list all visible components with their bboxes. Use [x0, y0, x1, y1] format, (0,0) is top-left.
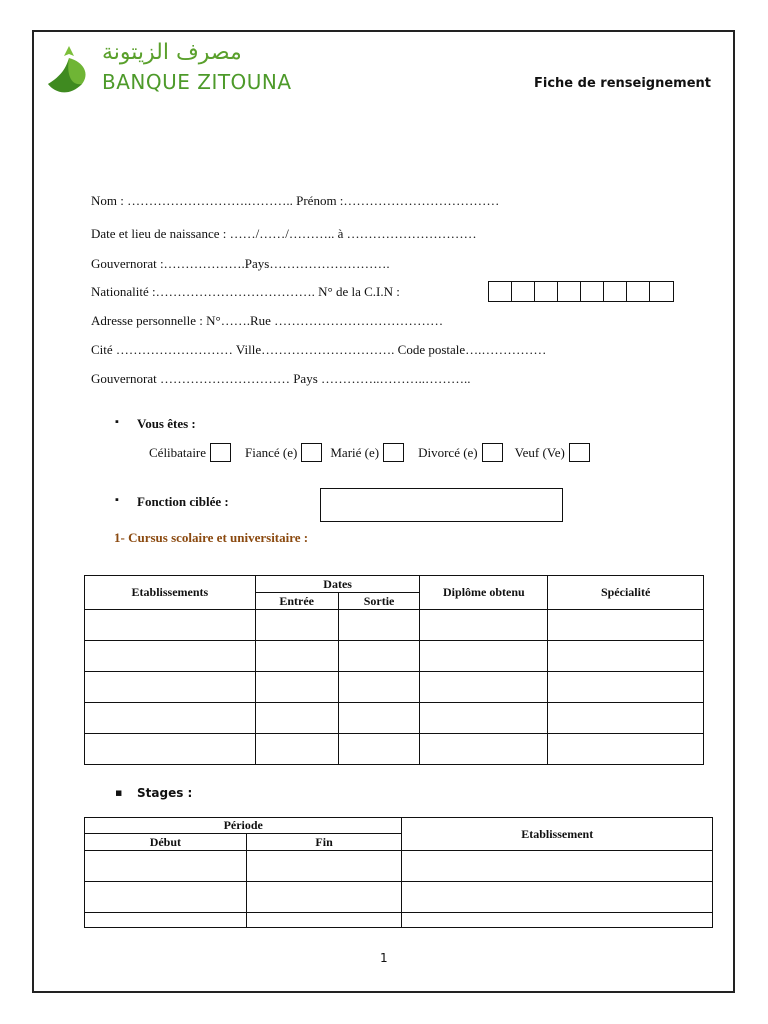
table-cell[interactable]	[420, 703, 548, 734]
nom-prenom-line[interactable]: Nom : ……………………….……….. Prénom :………………………………	[91, 193, 500, 208]
table-cell[interactable]	[548, 703, 704, 734]
table-cell[interactable]	[85, 610, 256, 641]
table-cell[interactable]	[548, 610, 704, 641]
table-cell[interactable]	[246, 851, 402, 882]
marital-status-heading: ▪ Vous êtes :	[137, 416, 196, 432]
cin-input-boxes[interactable]	[488, 281, 674, 302]
cin-digit-box[interactable]	[604, 282, 627, 301]
table-cell[interactable]	[338, 610, 420, 641]
table-cell[interactable]	[402, 913, 713, 928]
marital-status-options	[149, 443, 598, 462]
cursus-heading: 1- Cursus scolaire et universitaire :	[114, 530, 309, 545]
col-fin: Fin	[246, 834, 402, 851]
table-cell[interactable]	[420, 672, 548, 703]
col-dates: Dates	[255, 576, 420, 593]
checkbox[interactable]	[301, 443, 322, 462]
table-cell[interactable]	[402, 882, 713, 913]
page-number: 1	[380, 951, 388, 965]
table-cell[interactable]	[85, 913, 247, 928]
col-debut: Début	[85, 834, 247, 851]
table-cell[interactable]	[85, 672, 256, 703]
adresse-line[interactable]: Adresse personnelle : N°…….Rue …………………………………	[91, 313, 444, 328]
cin-digit-box[interactable]	[650, 282, 673, 301]
table-row	[85, 882, 713, 913]
table-cell[interactable]	[402, 851, 713, 882]
table-cell[interactable]	[85, 703, 256, 734]
table-cell[interactable]	[548, 672, 704, 703]
option-veuf[interactable]: Veuf (Ve)	[515, 443, 590, 462]
gouvernorat-pays-line-2[interactable]: Gouvernorat ………………………… Pays …………..………..………..	[91, 371, 471, 386]
col-etablissements: Etablissements	[85, 576, 256, 610]
checkbox[interactable]	[569, 443, 590, 462]
gouvernorat-pays-line[interactable]: Gouvernorat :……………….Pays……………………….	[91, 256, 390, 271]
leaf-logo-icon	[44, 44, 94, 100]
cin-digit-box[interactable]	[558, 282, 581, 301]
table-row	[85, 851, 713, 882]
cite-ville-code-line[interactable]: Cité ……………………… Ville…………………………. Code postale….……………	[91, 342, 547, 357]
table-cell[interactable]	[420, 641, 548, 672]
table-cell[interactable]	[85, 882, 247, 913]
cin-digit-box[interactable]	[627, 282, 650, 301]
fonction-input[interactable]	[320, 488, 563, 522]
table-cell[interactable]	[255, 610, 338, 641]
col-entree: Entrée	[255, 593, 338, 610]
option-celibataire[interactable]: Célibataire	[149, 443, 231, 462]
table-cell[interactable]	[246, 913, 402, 928]
stages-table	[84, 817, 713, 928]
table-cell[interactable]	[338, 672, 420, 703]
table-cell[interactable]	[420, 610, 548, 641]
cursus-table	[84, 575, 704, 765]
logo-name-text: BANQUE ZITOUNA	[102, 70, 292, 94]
option-fiance[interactable]: Fiancé (e)	[245, 443, 322, 462]
table-cell[interactable]	[85, 851, 247, 882]
col-sortie: Sortie	[338, 593, 420, 610]
checkbox[interactable]	[482, 443, 503, 462]
table-cell[interactable]	[255, 703, 338, 734]
cin-digit-box[interactable]	[489, 282, 512, 301]
table-row	[85, 641, 704, 672]
table-cell[interactable]	[548, 734, 704, 765]
checkbox[interactable]	[210, 443, 231, 462]
checkbox[interactable]	[383, 443, 404, 462]
col-etablissement: Etablissement	[402, 818, 713, 851]
cin-digit-box[interactable]	[512, 282, 535, 301]
table-cell[interactable]	[85, 734, 256, 765]
nationalite-cin-line: Nationalité :………………………………. N° de la C.I.N :	[91, 284, 400, 299]
table-cell[interactable]	[85, 641, 256, 672]
cin-digit-box[interactable]	[535, 282, 558, 301]
table-cell[interactable]	[548, 641, 704, 672]
col-specialite: Spécialité	[548, 576, 704, 610]
table-cell[interactable]	[246, 882, 402, 913]
table-cell[interactable]	[255, 734, 338, 765]
document-title: Fiche de renseignement	[534, 76, 711, 91]
table-cell[interactable]	[255, 672, 338, 703]
col-periode: Période	[85, 818, 402, 834]
cin-digit-box[interactable]	[581, 282, 604, 301]
stages-heading: ▪ Stages :	[137, 786, 192, 800]
fonction-label: ▪ Fonction ciblée :	[137, 494, 229, 510]
option-divorce[interactable]: Divorcé (e)	[418, 443, 503, 462]
table-cell[interactable]	[338, 641, 420, 672]
option-marie[interactable]: Marié (e)	[330, 443, 404, 462]
table-cell[interactable]	[420, 734, 548, 765]
table-cell[interactable]	[255, 641, 338, 672]
table-row	[85, 610, 704, 641]
table-row	[85, 913, 713, 928]
table-cell[interactable]	[338, 734, 420, 765]
table-cell[interactable]	[338, 703, 420, 734]
bank-logo	[44, 40, 314, 100]
birth-date-place-line[interactable]: Date et lieu de naissance : ……/……/……….. à …………………………	[91, 226, 477, 241]
col-diplome: Diplôme obtenu	[420, 576, 548, 610]
table-row	[85, 703, 704, 734]
logo-arabic-text: مصرف الزيتونة	[102, 40, 242, 65]
table-row	[85, 672, 704, 703]
table-row	[85, 734, 704, 765]
